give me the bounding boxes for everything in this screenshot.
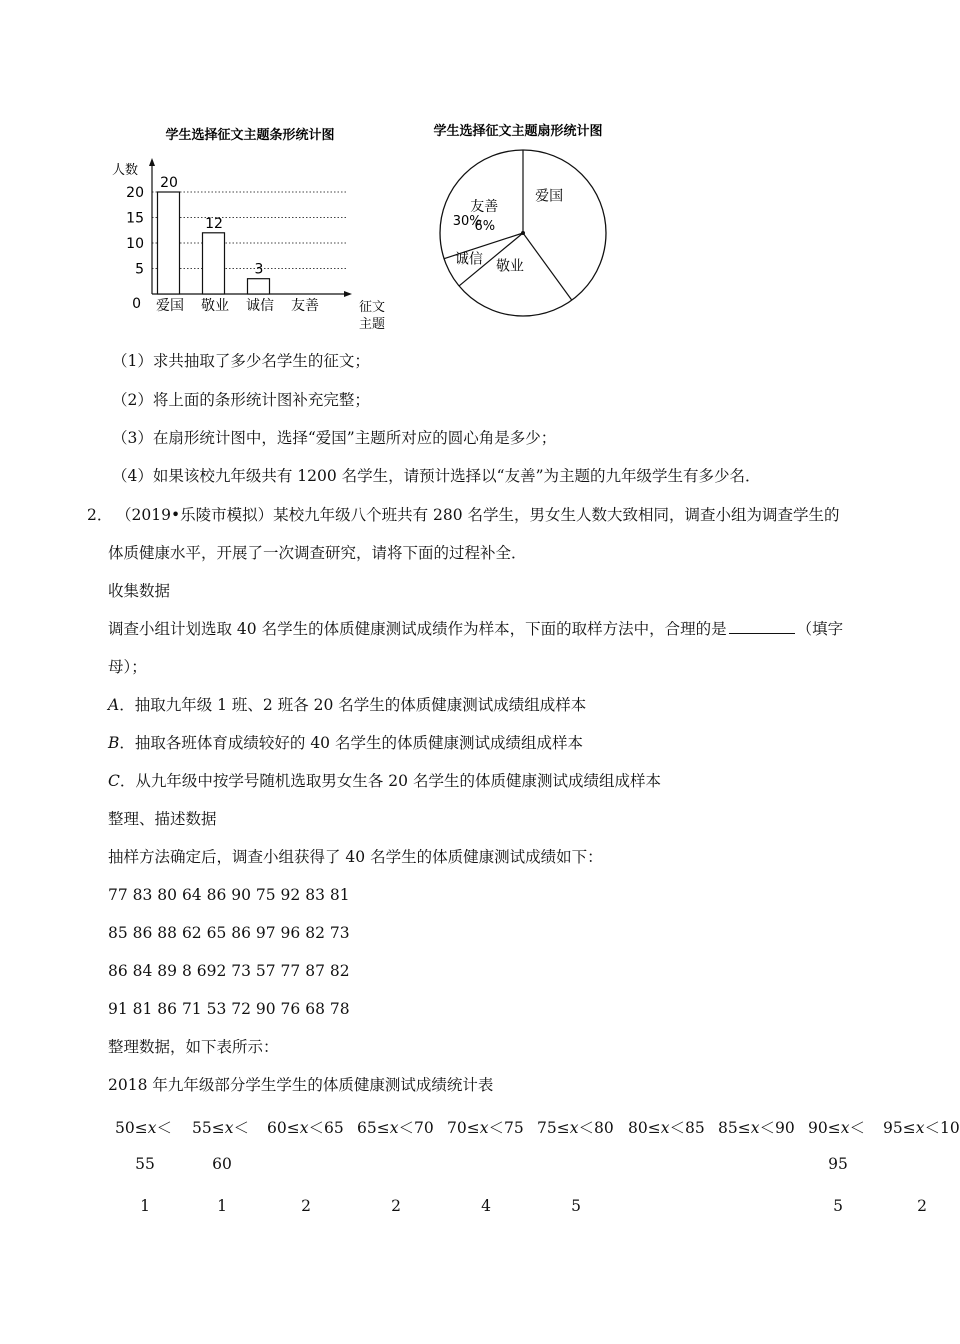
header-variable: x (299, 1119, 309, 1137)
pie-chart-title: 学生选择征文主题扇形统计图 (433, 124, 603, 139)
option-c-letter: C (108, 772, 120, 790)
header-bound-high: ＜65 (308, 1119, 344, 1137)
header-bound-high: ＜85 (669, 1119, 705, 1137)
table-header-cell-continued: 55 (135, 1155, 155, 1173)
bar-0 (158, 192, 180, 294)
table-header-cell (357, 1116, 434, 1138)
pie-chart-slices (440, 150, 606, 316)
option-c-text: ．从九年级中按学号随机选取男女生各 20 名学生的体质健康测试成绩组成样本 (119, 772, 661, 790)
header-variable: x (569, 1119, 579, 1137)
option-b-letter: B (108, 734, 120, 752)
bar-x-tick-label: 敬业 (201, 298, 229, 314)
header-bound-low: 65≤ (357, 1119, 390, 1137)
bar-chart-ylabel: 人数 (112, 163, 139, 178)
table-count-cell: 2 (391, 1197, 401, 1215)
option-a-letter: A (108, 696, 120, 714)
header-bound-high: ＜80 (578, 1119, 614, 1137)
table-header-cell (883, 1116, 960, 1138)
bar-y-tick-label: 10 (126, 236, 144, 252)
header-bound-low: 70≤ (447, 1119, 480, 1137)
table-count-cell: 1 (140, 1197, 150, 1215)
problem-2-line-1: （2019•乐陵市模拟）某校九年级八个班共有 280 名学生，男女生人数大致相同，调查小组为调查学生的 (116, 506, 840, 524)
table-header-cell (115, 1116, 172, 1138)
table-count-cell: 1 (217, 1197, 227, 1215)
table-header-cell (537, 1116, 614, 1138)
sample-intro: 抽样方法确定后，调查小组获得了 40 名学生的体质健康测试成绩如下： (108, 848, 603, 866)
bar-y-tick-label: 20 (126, 185, 144, 201)
bar-chart-gridlines (152, 192, 348, 269)
pie-label: 友善 (470, 198, 499, 215)
header-bound-low: 60≤ (267, 1119, 300, 1137)
question-2: （2）将上面的条形统计图补充完整； (112, 391, 370, 409)
question-1: （1）求共抽取了多少名学生的征文； (112, 352, 370, 370)
option-a-text: ．抽取九年级 1 班、2 班各 20 名学生的体质健康测试成绩组成样本 (119, 696, 587, 714)
bar-data-label: 3 (254, 261, 264, 278)
option-c (108, 771, 661, 791)
collect-text (108, 619, 843, 639)
table-header-cell (628, 1116, 705, 1138)
collect-text-continued: 母）； (108, 658, 147, 676)
collect-text-b: （填字 (796, 620, 844, 638)
bar-chart-x-ticks (156, 297, 319, 314)
header-variable: x (915, 1119, 925, 1137)
bar-data-label: 20 (160, 175, 178, 191)
bar-chart-y-ticks (126, 185, 144, 312)
table-count-cell: 5 (571, 1197, 581, 1215)
header-variable: x (750, 1119, 760, 1137)
bar-2 (248, 279, 270, 294)
bar-x-tick-label: 友善 (291, 298, 319, 314)
pie-label: 敬业 (495, 258, 524, 275)
bar-x-tick-label: 爱国 (156, 298, 184, 314)
bar-chart (100, 118, 390, 338)
header-bound-high: ＜10 (924, 1119, 960, 1137)
bar-x-tick-label: 诚信 (246, 298, 274, 314)
table-header-cell-continued: 95 (828, 1155, 848, 1173)
header-bound-low: 85≤ (718, 1119, 751, 1137)
table-count-cell: 2 (917, 1197, 927, 1215)
bar-data-label: 12 (205, 215, 223, 232)
option-b (108, 733, 583, 753)
header-bound-low: 75≤ (537, 1119, 570, 1137)
data-row-1: 77 83 80 64 86 90 75 92 83 81 (108, 886, 350, 904)
header-variable: x (389, 1119, 399, 1137)
bar-chart-title: 学生选择征文主题条形统计图 (165, 128, 335, 143)
answer-blank[interactable] (729, 619, 795, 634)
section-collect-data: 收集数据 (108, 582, 171, 600)
pie-chart (420, 118, 620, 318)
data-row-3: 86 84 89 8 692 73 57 77 87 82 (108, 962, 350, 980)
header-bound-high: ＜ (156, 1119, 172, 1137)
table-header-cell (447, 1116, 524, 1138)
bar-chart-xlabel-line1: 征文 (359, 300, 386, 315)
header-variable: x (479, 1119, 489, 1137)
table-header-cell (192, 1116, 249, 1138)
table-header-cell (808, 1116, 865, 1138)
pie-percent-label: 30% (452, 214, 482, 230)
pie-label: 爱国 (535, 188, 564, 205)
option-a (108, 695, 586, 715)
question-4: （4）如果该校九年级共有 1200 名学生，请预计选择以“友善”为主题的九年级学生有多少名． (112, 467, 761, 485)
table-title: 2018 年九年级部分学生学生的体质健康测试成绩统计表 (108, 1076, 494, 1094)
header-variable: x (660, 1119, 670, 1137)
table-header-cell (267, 1116, 344, 1138)
pie-center (521, 231, 525, 235)
header-bound-high: ＜75 (488, 1119, 524, 1137)
data-row-2: 85 86 88 62 65 86 97 96 82 73 (108, 924, 350, 942)
table-count-cell: 2 (301, 1197, 311, 1215)
bar-chart-xlabel-line2: 主题 (359, 317, 386, 332)
bar-y-tick-label: 0 (132, 296, 141, 312)
bar-y-tick-label: 5 (135, 261, 144, 278)
header-bound-high: ＜90 (759, 1119, 795, 1137)
header-bound-low: 80≤ (628, 1119, 661, 1137)
question-3: （3）在扇形统计图中，选择“爱国”主题所对应的圆心角是多少； (112, 429, 557, 447)
table-header-cell (718, 1116, 795, 1138)
header-bound-high: ＜ (849, 1119, 865, 1137)
header-variable: x (224, 1119, 234, 1137)
bar-chart-bars (158, 175, 270, 294)
table-count-cell: 5 (833, 1197, 843, 1215)
problem-2-number: 2． (87, 506, 113, 524)
table-header-cell-continued: 60 (212, 1155, 232, 1173)
header-bound-low: 55≤ (192, 1119, 225, 1137)
bar-chart-y-arrow (149, 158, 155, 166)
header-bound-low: 95≤ (883, 1119, 916, 1137)
header-bound-low: 90≤ (808, 1119, 841, 1137)
data-row-4: 91 81 86 71 53 72 90 76 68 78 (108, 1000, 350, 1018)
header-bound-high: ＜70 (398, 1119, 434, 1137)
pie-label: 诚信 (454, 251, 483, 268)
table-count-cell: 4 (481, 1197, 491, 1215)
organize-text: 整理数据，如下表所示： (108, 1038, 279, 1056)
header-variable: x (840, 1119, 850, 1137)
problem-2-line-2: 体质健康水平，开展了一次调查研究，请将下面的过程补全． (108, 544, 527, 562)
pie-percent-label: 6% (474, 218, 496, 234)
section-organize-data: 整理、描述数据 (108, 810, 217, 828)
collect-text-a: 调查小组计划选取 40 名学生的体质健康测试成绩作为样本，下面的取样方法中，合理的是 (108, 620, 727, 638)
option-b-text: ．抽取各班体育成绩较好的 40 名学生的体质健康测试成绩组成样本 (119, 734, 583, 752)
bar-1 (203, 233, 225, 294)
header-bound-low: 50≤ (115, 1119, 148, 1137)
bar-y-tick-label: 15 (126, 210, 144, 227)
bar-chart-x-arrow (344, 291, 352, 297)
header-variable: x (147, 1119, 157, 1137)
header-bound-high: ＜ (233, 1119, 249, 1137)
